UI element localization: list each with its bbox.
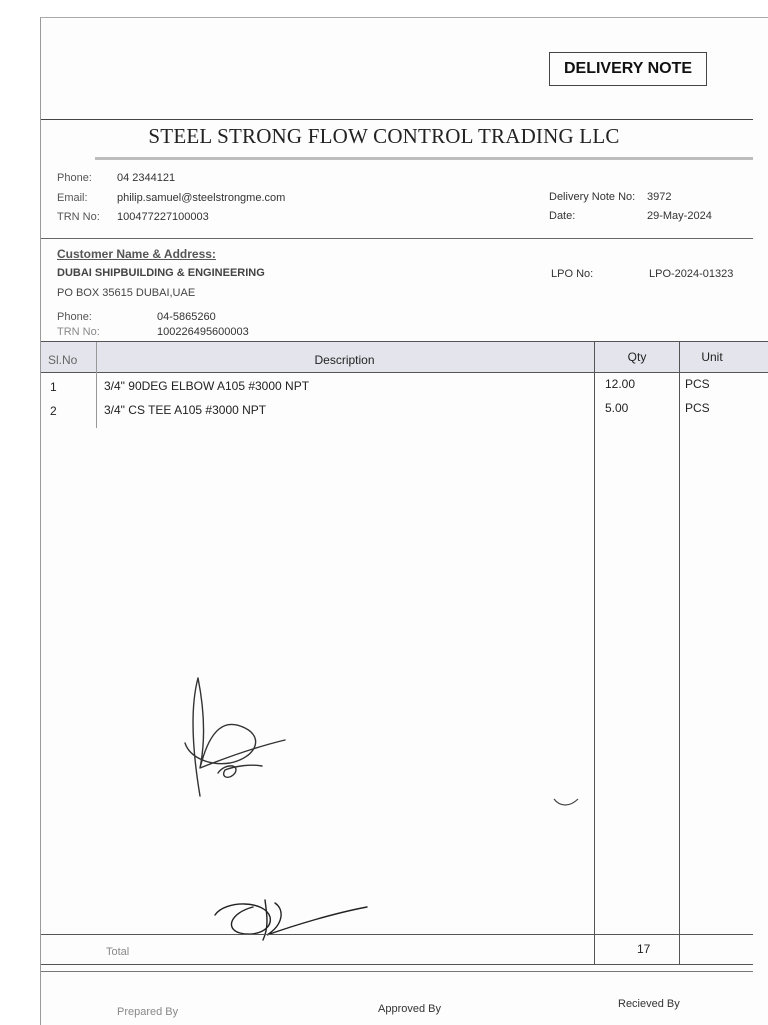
- sender-email-label: Email:: [57, 192, 88, 204]
- table-top-border: [41, 341, 768, 342]
- row-description: 3/4" CS TEE A105 #3000 NPT: [104, 403, 267, 417]
- row-qty: 12.00: [605, 377, 636, 391]
- customer-trn: 100226495600003: [157, 326, 249, 338]
- header-unit: Unit: [701, 350, 723, 364]
- sender-trn-label: TRN No:: [57, 211, 100, 223]
- sender-trn: 100477227100003: [117, 211, 209, 223]
- customer-heading: Customer Name & Address:: [57, 247, 216, 261]
- lpo-no-label: LPO No:: [551, 268, 594, 280]
- row-qty: 5.00: [605, 401, 629, 415]
- delivery-note-no: 3972: [647, 191, 672, 203]
- date-value: 29-May-2024: [647, 210, 712, 222]
- column-divider-qty: [679, 342, 680, 964]
- customer-address: PO BOX 35615 DUBAI,UAE: [57, 287, 196, 299]
- row-description: 3/4" 90DEG ELBOW A105 #3000 NPT: [104, 379, 310, 393]
- column-divider-description: [594, 342, 595, 964]
- customer-trn-label: TRN No:: [57, 326, 100, 338]
- header-divider: [41, 119, 753, 120]
- prepared-by-label: Prepared By: [117, 1006, 179, 1018]
- sender-phone: 04 2344121: [117, 172, 176, 184]
- total-qty: 17: [637, 942, 651, 956]
- customer-phone: 04-5865260: [157, 311, 216, 323]
- total-bottom-border: [41, 964, 753, 965]
- sender-phone-label: Phone:: [57, 172, 92, 184]
- lpo-no: LPO-2024-01323: [649, 268, 734, 280]
- document-sheet: [40, 17, 768, 1025]
- approved-by-label: Approved By: [378, 1003, 441, 1015]
- delivery-note-no-label: Delivery Note No:: [549, 191, 636, 203]
- header-qty: Qty: [627, 350, 647, 364]
- footer-divider: [41, 971, 753, 972]
- table-header-bottom-border: [41, 372, 768, 373]
- sender-email: philip.samuel@steelstrongme.com: [117, 192, 286, 204]
- company-underline: [95, 157, 753, 160]
- column-divider-sl: [96, 342, 97, 428]
- row-unit: PCS: [685, 401, 710, 415]
- signature-preparer: [205, 885, 375, 945]
- row-unit: PCS: [685, 377, 710, 391]
- total-label: Total: [106, 946, 130, 958]
- header-sl-no: Sl.No: [48, 353, 78, 367]
- header-description: Description: [314, 353, 375, 367]
- info-divider: [41, 238, 753, 239]
- total-top-border: [41, 934, 753, 935]
- signature-approver: [170, 668, 300, 808]
- row-sl: 2: [50, 404, 57, 418]
- company-name: STEEL STRONG FLOW CONTROL TRADING LLC: [148, 124, 620, 148]
- customer-name: DUBAI SHIPBUILDING & ENGINEERING: [57, 267, 265, 279]
- document-type-badge: DELIVERY NOTE: [549, 52, 707, 86]
- small-mark: [552, 795, 582, 811]
- received-by-label: Recieved By: [618, 998, 680, 1010]
- row-sl: 1: [50, 380, 57, 394]
- date-label: Date:: [549, 210, 576, 222]
- customer-phone-label: Phone:: [57, 311, 92, 323]
